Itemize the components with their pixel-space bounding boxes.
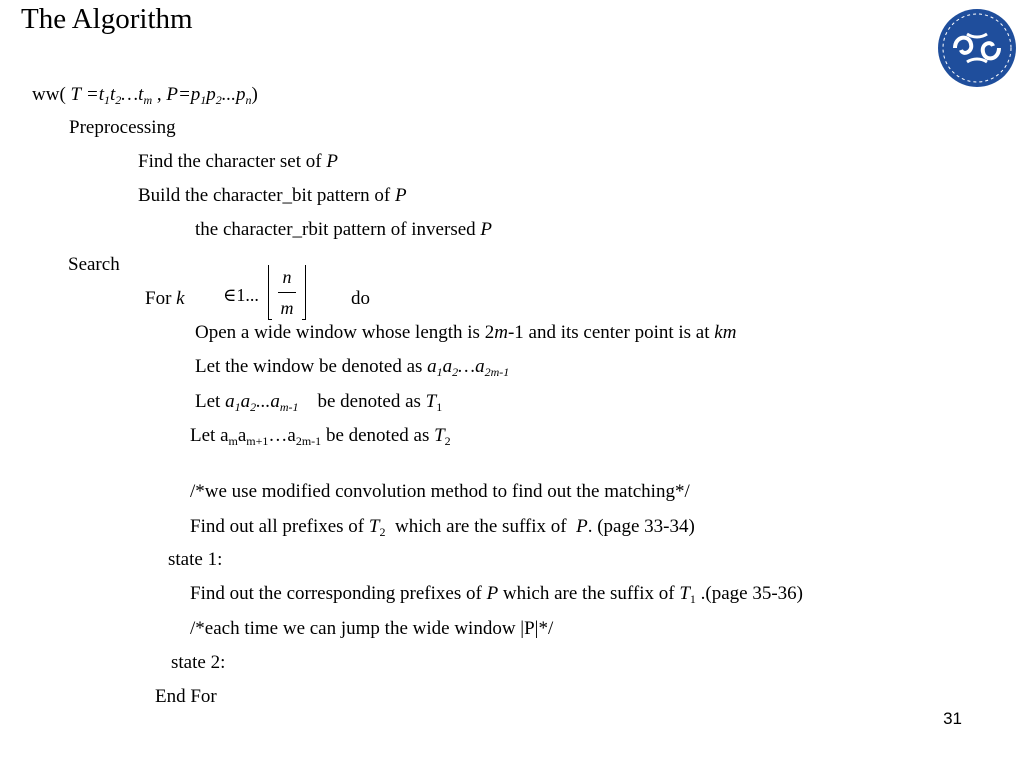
find-prefixes-line: Find out all prefixes of $T_2$ which are the suffix of P. (page 33-34): [190, 516, 695, 539]
floor-fraction: [268, 265, 306, 322]
university-logo-icon: [937, 8, 1017, 88]
end-for-line: End For: [155, 686, 217, 707]
find-corresponding-line: Find out the corresponding prefixes of P which are the suffix of $T_1$ .(page 35-36): [190, 583, 804, 606]
comment-convolution: /*we use modified convolution method to find out the matching*/: [190, 481, 690, 502]
rbit-line: the character_rbit pattern of inversed P: [195, 219, 492, 240]
let-window-line: Let the window be denoted as $a_1a_2\dots a_{2m-1}$: [195, 356, 510, 379]
comment-jump: /*each time we can jump the wide window |P|*/: [190, 618, 554, 639]
for-line: For k: [145, 288, 185, 309]
slide-title: The Algorithm: [21, 3, 193, 35]
fraction-numerator: n: [282, 267, 292, 287]
let-t2-line: Let $a_ma_{m+1}\dots a_{2m-1}$ be denoted as $T_2$: [190, 425, 451, 448]
state-1-label: state 1:: [168, 549, 223, 570]
search-heading: Search: [68, 254, 120, 275]
page-number: 31: [943, 709, 962, 728]
algorithm-signature: ww( $T =t_1t_2\dots t_m$ , $P=p_1p_2...p_n$): [32, 84, 258, 107]
find-charset-line: Find the character set of P: [138, 151, 338, 172]
element-of-range: ∈1...: [223, 285, 259, 305]
build-bit-line: Build the character_bit pattern of P: [138, 185, 407, 206]
preprocessing-heading: Preprocessing: [69, 117, 176, 138]
open-window-line: Open a wide window whose length is 2m-1 and its center point is at km: [195, 322, 737, 343]
fraction-denominator: m: [280, 298, 294, 318]
do-keyword: do: [351, 288, 370, 309]
state-2-label: state 2:: [171, 652, 226, 673]
let-t1-line: Let $a_1a_2...a_{m-1}$ be denoted as $T_1$: [195, 391, 443, 414]
